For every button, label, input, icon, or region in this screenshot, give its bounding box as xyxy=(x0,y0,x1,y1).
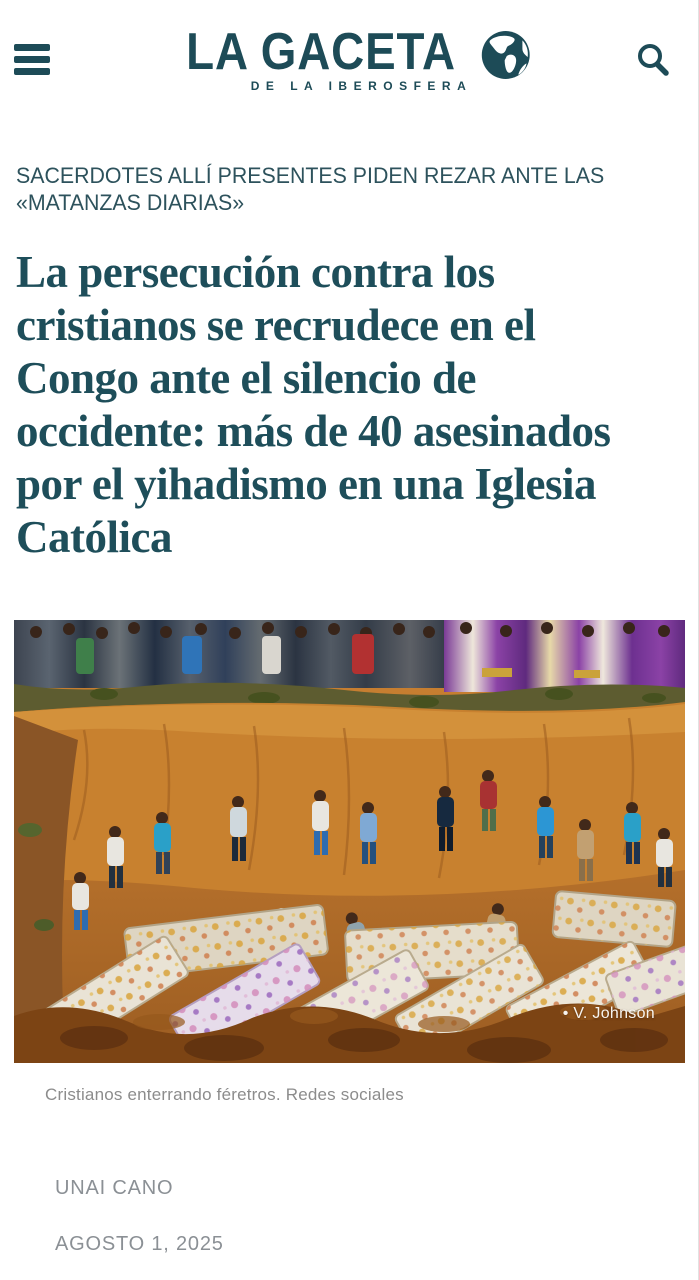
hamburger-bar xyxy=(14,68,50,75)
hamburger-bar xyxy=(14,44,50,51)
logo-subtitle: DE LA IBEROSFERA xyxy=(250,79,473,93)
hamburger-bar xyxy=(14,56,50,63)
article-headline: La persecución contra los cristianos se recrudece en el Congo ante el silencio de occidente: más de 40 asesinados por el yihadismo en una Iglesia Católica xyxy=(16,247,611,562)
photo-credit-watermark: • V. Johnson xyxy=(562,1005,655,1022)
publish-date: AGOSTO 1, 2025 xyxy=(55,1233,224,1255)
site-logo[interactable] xyxy=(168,23,531,93)
article-figure xyxy=(14,620,685,1105)
globe-icon xyxy=(480,30,530,80)
photo-caption: Cristianos enterrando féretros. Redes sociales xyxy=(45,1085,404,1104)
logo-title: LA GACETA xyxy=(186,23,456,81)
burial-photo-illustration xyxy=(14,620,685,1063)
hamburger-menu-icon[interactable] xyxy=(14,44,50,75)
article-photo xyxy=(14,620,685,1063)
article xyxy=(0,162,698,1256)
search-icon[interactable] xyxy=(634,40,672,78)
author-byline[interactable]: UNAI CANO xyxy=(55,1177,174,1199)
site-header xyxy=(0,0,698,120)
article-kicker: SACERDOTES ALLÍ PRESENTES PIDEN REZAR ANTE LAS «MATANZAS DIARIAS» xyxy=(16,163,605,215)
